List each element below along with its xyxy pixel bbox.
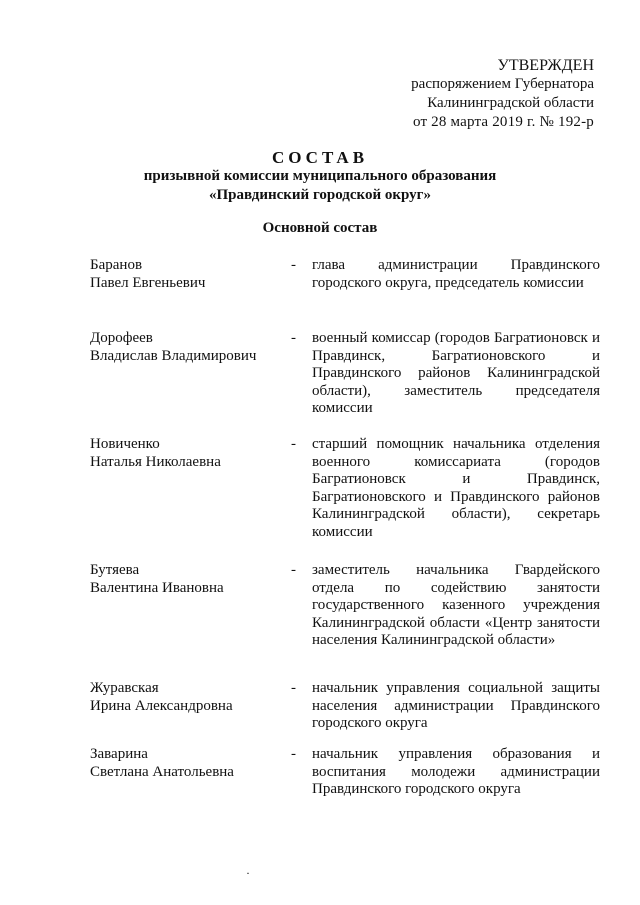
member-role: старший помощник начальника отделения военного комиссариата (городов Багратионовск и Правдинск, Багратионовского и Правдинского районов Калининградской области), секретарь комиссии [312,436,600,540]
member-name [90,257,280,292]
member-dash: - [291,562,296,578]
member-given-name: Владислав Владимирович [90,347,257,364]
member-name [90,562,280,597]
member-given-name: Ирина Александровна [90,697,233,714]
member-role: начальник управления социальной защиты населения администрации Правдинского городского округа [312,680,600,731]
member-name [90,680,280,715]
member-surname: Новиченко [90,436,160,452]
approval-line-2: Калининградской области [427,95,594,111]
member-name [90,746,280,781]
member-given-name: Валентина Ивановна [90,579,224,596]
member-dash: - [291,746,296,762]
title-line-3: «Правдинский городской округ» [209,187,431,203]
member-dash: - [291,680,296,696]
member-given-name: Светлана Анатольевна [90,763,234,780]
approval-block [334,56,594,132]
member-name [90,330,280,365]
member-role: заместитель начальника Гвардейского отдела по содействию занятости государственного казенного учреждения Калининградской области «Центр занятости населения Калининградской области» [312,562,600,648]
member-surname: Журавская [90,680,159,696]
member-given-name: Наталья Николаевна [90,453,221,470]
member-role: начальник управления образования и воспитания молодежи администрации Правдинского городского округа [312,746,600,797]
member-given-name: Павел Евгеньевич [90,274,206,291]
member-name [90,436,280,471]
section-title: Основной состав [262,220,378,236]
member-role: глава администрации Правдинского городского округа, председатель комиссии [312,257,600,291]
member-surname: Бутяева [90,562,140,578]
approval-heading: УТВЕРЖДЕН [497,57,594,74]
title-main: СОСТАВ [271,148,369,167]
member-role: военный комиссар (городов Багратионовск и Правдинск, Багратионовского и Правдинского районов Калининградской области), заместитель председателя комиссии [312,330,600,416]
approval-line-1: распоряжением Губернатора [411,76,594,92]
approval-date: от 28 марта 2019 г. № 192-р [412,114,594,130]
member-dash: - [291,330,296,346]
member-dash: - [291,257,296,273]
document-title [0,148,640,205]
title-line-2: призывной комиссии муниципального образования [143,168,497,184]
member-dash: - [291,436,296,452]
page-dot-mark: · [246,866,250,880]
member-surname: Заварина [90,746,148,762]
member-surname: Баранов [90,257,143,273]
member-surname: Дорофеев [90,330,153,346]
